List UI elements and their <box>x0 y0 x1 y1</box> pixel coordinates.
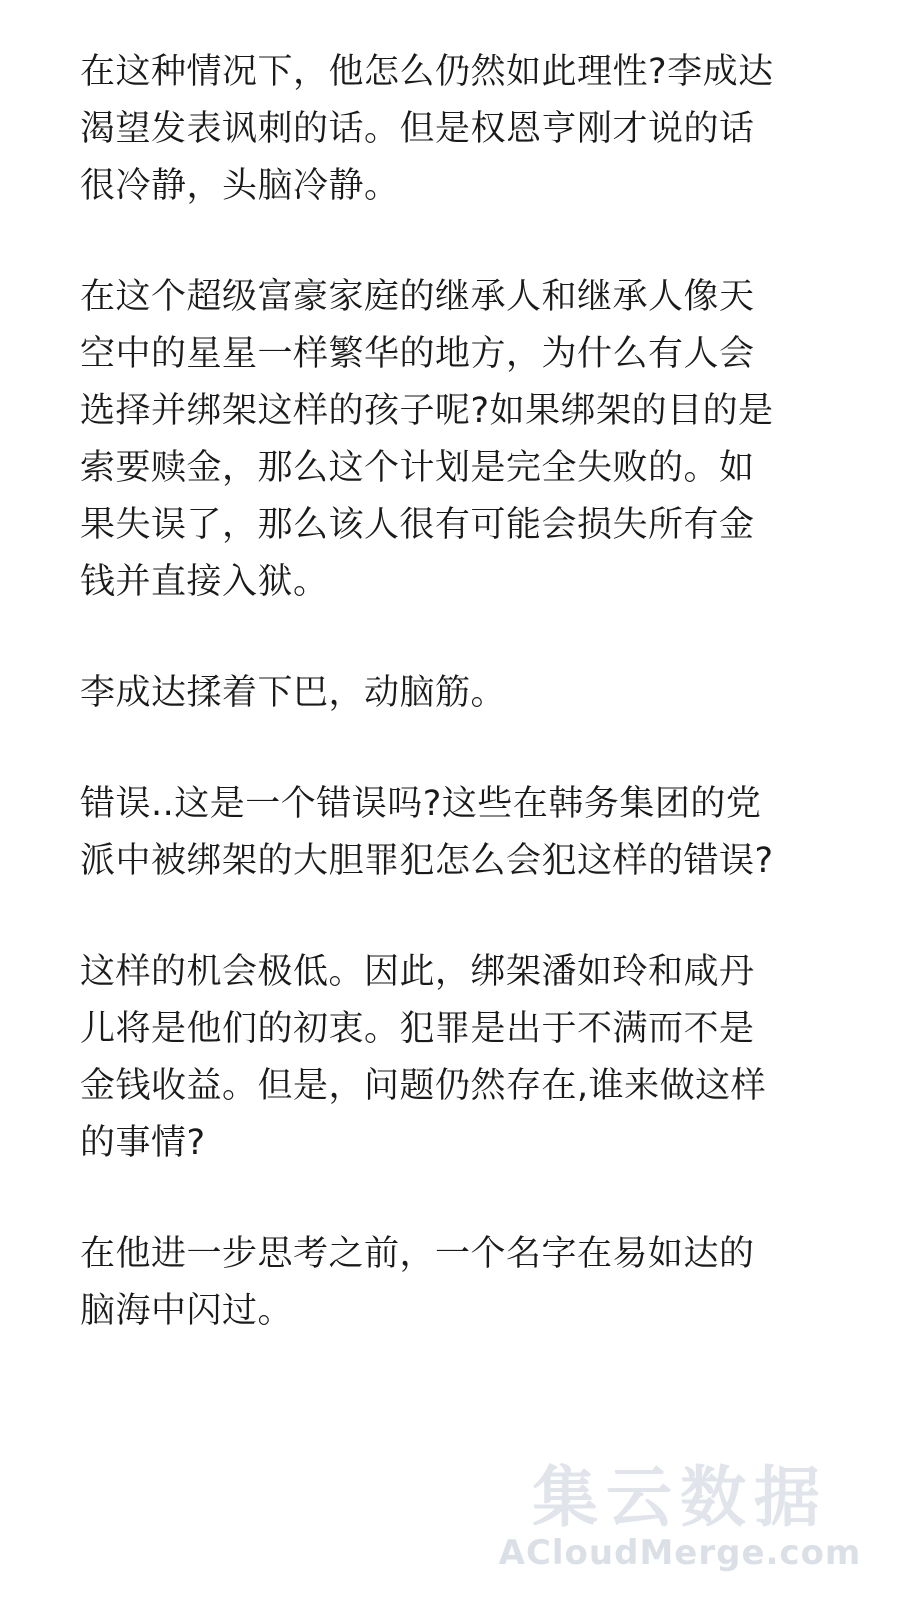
text-line: 在这个超级富豪家庭的继承人和继承人像天 <box>80 277 755 317</box>
text-line: 索要赎金，那么这个计划是完全失败的。如 <box>80 448 755 488</box>
paragraph-1 <box>80 44 820 215</box>
paragraph-2 <box>80 269 820 611</box>
text-line: 选择并绑架这样的孩子呢?如果绑架的目的是 <box>80 391 774 431</box>
text-line: 空中的星星一样繁华的地方，为什么有人会 <box>80 334 755 374</box>
text-line: 金钱收益。但是，问题仍然存在,谁来做这样 <box>80 1066 767 1106</box>
text-line: 错误..这是一个错误吗?这些在韩务集团的党 <box>80 784 762 824</box>
paragraph-6 <box>80 1226 820 1340</box>
text-line: 果失误了，那么该人很有可能会损失所有金 <box>80 505 755 545</box>
watermark-text-en: ACloudMerge.com <box>498 1533 862 1573</box>
paragraph-5 <box>80 944 820 1172</box>
text-line: 渴望发表讽刺的话。但是权恩亨刚才说的话 <box>80 109 755 149</box>
watermark-text-cn: 集云数据 <box>532 1459 828 1536</box>
text-line: 派中被绑架的大胆罪犯怎么会犯这样的错误? <box>80 841 774 881</box>
text-line: 在他进一步思考之前，一个名字在易如达的 <box>80 1234 755 1274</box>
text-line: 李成达揉着下巴，动脑筋。 <box>80 673 507 713</box>
text-line: 的事情? <box>80 1123 206 1163</box>
text-line: 在这种情况下，他怎么仍然如此理性?李成达 <box>80 52 774 92</box>
text-line: 这样的机会极低。因此，绑架潘如玲和咸丹 <box>80 952 755 992</box>
paragraph-3 <box>80 665 820 722</box>
watermark-logo <box>490 1459 870 1573</box>
text-line: 脑海中闪过。 <box>80 1291 294 1331</box>
paragraph-4 <box>80 776 820 890</box>
text-line: 钱并直接入狱。 <box>80 562 329 602</box>
text-line: 很冷静，头脑冷静。 <box>80 166 400 206</box>
text-line: 儿将是他们的初衷。犯罪是出于不满而不是 <box>80 1009 755 1049</box>
article-body <box>80 44 820 1394</box>
